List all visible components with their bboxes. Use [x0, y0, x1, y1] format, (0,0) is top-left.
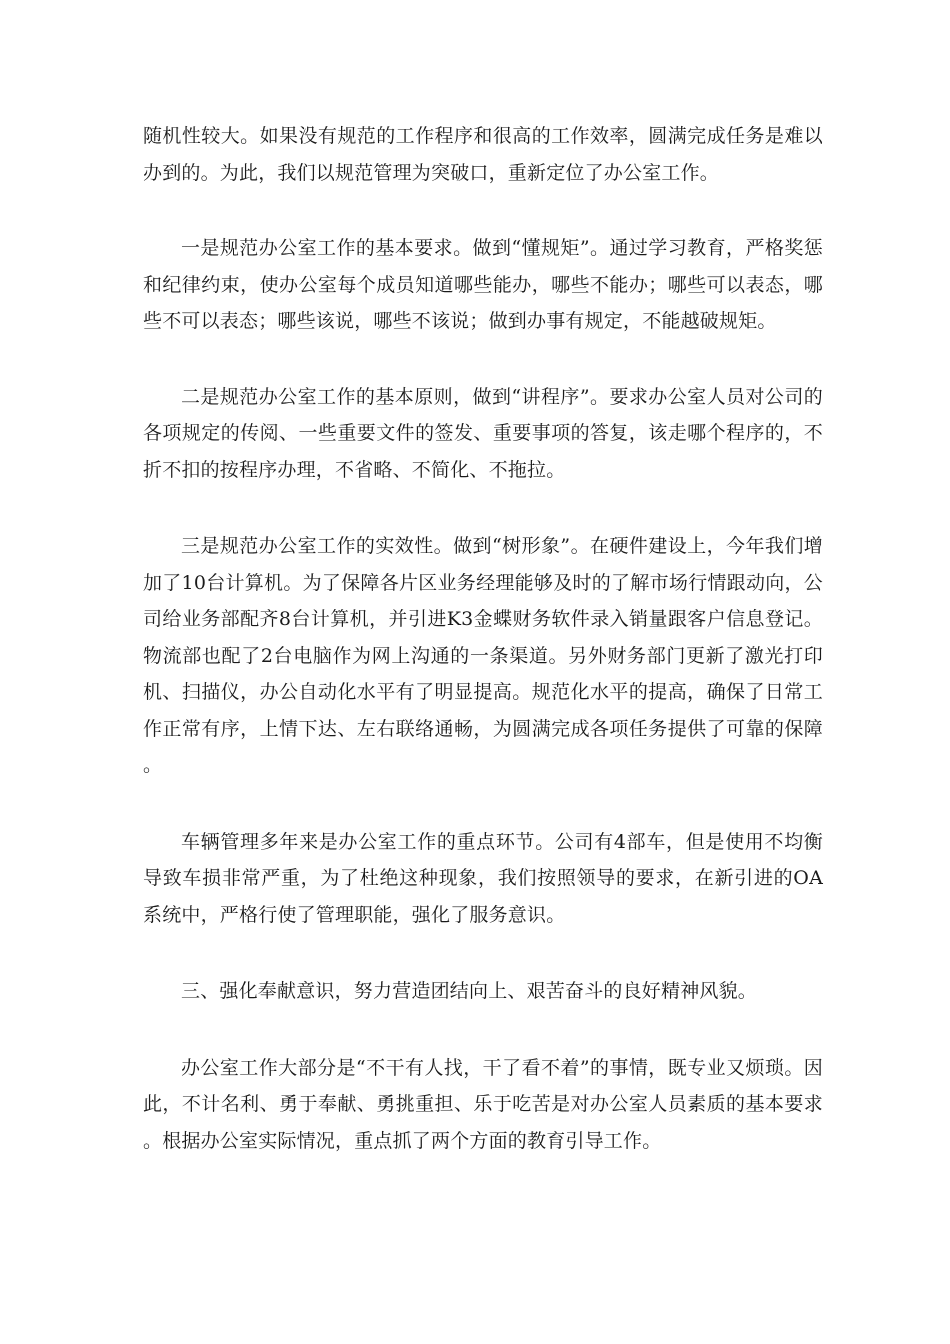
document-body — [143, 118, 823, 1159]
paragraph-effectiveness: 三是规范办公室工作的实效性。做到“树形象”。在硬件建设上，今年我们增加了10台计算机。为了保障各片区业务经理能够及时的了解市场行情跟动向，公司给业务部配齐8台计算机，并引进K3金蝶财务软件录入销量跟客户信息登记。物流部也配了2台电脑作为网上沟通的一条渠道。另外财务部门更新了激光打印机、扫描仪，办公自动化水平有了明显提高。规范化水平的提高，确保了日常工作正常有序，上情下达、左右联络通畅，为圆满完成各项任务提供了可靠的保障。 — [143, 535, 823, 776]
section-heading: 三、强化奉献意识，努力营造团结向上、艰苦奋斗的良好精神风貌。 — [181, 980, 758, 1002]
paragraph-rules: 一是规范办公室工作的基本要求。做到“懂规矩”。通过学习教育，严格奖惩和纪律约束，使办公室每个成员知道哪些能办，哪些不能办；哪些可以表态，哪些不可以表态；哪些该说，哪些不该说；做到办事有规定，不能越破规矩。 — [143, 237, 823, 332]
paragraph-vehicles: 车辆管理多年来是办公室工作的重点环节。公司有4部车，但是使用不均衡导致车损非常严重，为了杜绝这种现象，我们按照领导的要求，在新引进的OA系统中，严格行使了管理职能，强化了服务意识。 — [143, 830, 823, 926]
paragraph-dedication: 办公室工作大部分是“不干有人找，干了看不着”的事情，既专业又烦琐。因此，不计名利、勇于奉献、勇挑重担、乐于吃苦是对办公室人员素质的基本要求。根据办公室实际情况，重点抓了两个方面的教育引导工作。 — [143, 1056, 823, 1152]
paragraph-procedure: 二是规范办公室工作的基本原则，做到“讲程序”。要求办公室人员对公司的各项规定的传阅、一些重要文件的签发、重要事项的答复，该走哪个程序的，不折不扣的按程序办理，不省略、不简化、不拖拉。 — [143, 385, 823, 481]
paragraph-continuation: 随机性较大。如果没有规范的工作程序和很高的工作效率，圆满完成任务是难以办到的。为此，我们以规范管理为突破口，重新定位了办公室工作。 — [143, 125, 823, 184]
